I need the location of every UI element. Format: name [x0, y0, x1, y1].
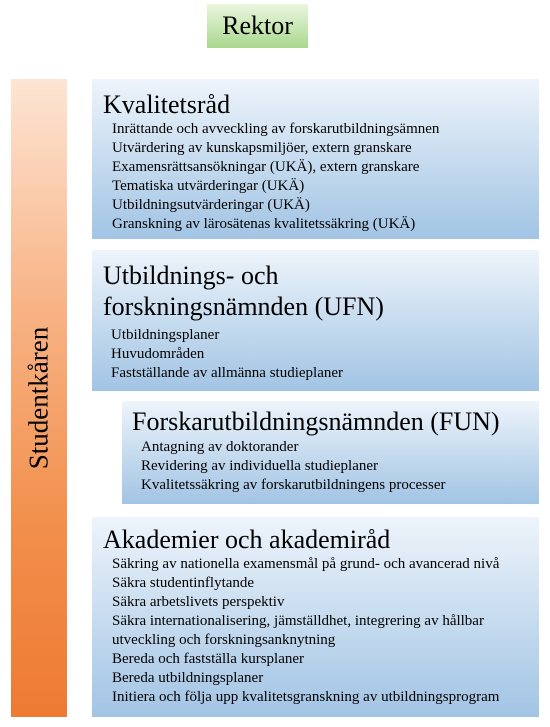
ufn-title [103, 260, 384, 322]
list-item: Granskning av lärosätenas kvalitetssäkring (UKÄ) [112, 216, 416, 232]
academies-box [92, 517, 539, 717]
list-item: Utvärdering av kunskapsmiljöer, extern granskare [112, 140, 412, 156]
list-item: Inrättande och avveckling av forskarutbildningsämnen [112, 121, 440, 137]
rektor-box [207, 4, 308, 48]
quality-council-box [92, 79, 539, 239]
list-item: Revidering av individuella studieplaner [141, 458, 379, 474]
list-item: Huvudområden [111, 346, 205, 362]
list-item: Bereda utbildningsplaner [112, 670, 264, 686]
academies-title: Akademier och akademiråd [103, 525, 391, 554]
list-item: Bereda och fastställa kursplaner [112, 651, 305, 667]
list-item: Antagning av doktorander [141, 439, 299, 455]
list-item: Fastställande av allmänna studieplaner [111, 365, 344, 381]
ufn-title-line2: forskningsnämnden (UFN) [103, 292, 384, 321]
list-item: Utbildningsplaner [111, 327, 220, 343]
list-item: Examensrättsansökningar (UKÄ), extern granskare [112, 159, 420, 175]
list-item: Säkra internationalisering, jämställdhet, integrering av hållbar [112, 613, 484, 629]
list-item: Kvalitetssäkring av forskarutbildningens processer [141, 477, 446, 493]
fun-title: Forskarutbildningsnämnden (FUN) [132, 407, 500, 436]
ufn-box [92, 250, 539, 391]
ufn-title-line1: Utbildnings- och [103, 261, 279, 290]
list-item: Utbildningsutvärderingar (UKÄ) [112, 197, 310, 213]
list-item: utveckling och forskningsanknytning [112, 632, 336, 648]
fun-box [122, 401, 539, 504]
list-item: Säkring av nationella examensmål på grund- och avancerad nivå [112, 556, 500, 572]
quality-council-title: Kvalitetsråd [103, 90, 231, 119]
list-item: Säkra studentinflytande [112, 575, 255, 591]
rektor-label: Rektor [222, 11, 293, 40]
student-union-label: Studentkåren [23, 326, 54, 470]
list-item: Tematiska utvärderingar (UKÄ) [112, 178, 305, 194]
list-item: Säkra arbetslivets perspektiv [112, 594, 285, 610]
list-item: Initiera och följa upp kvalitetsgranskning av utbildningsprogram [112, 689, 500, 705]
